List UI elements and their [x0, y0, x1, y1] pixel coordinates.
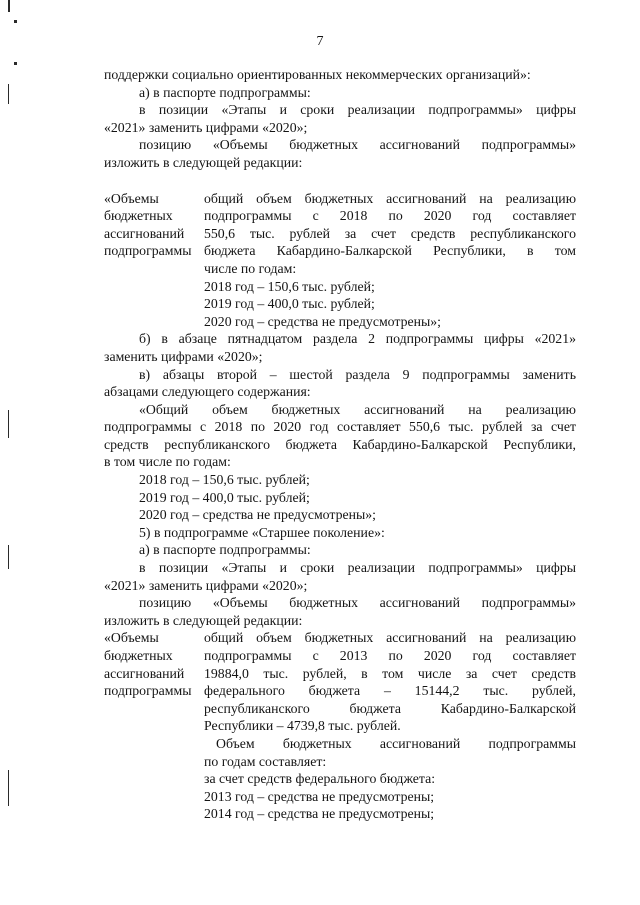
document-body [104, 66, 576, 823]
text-line: 5) в подпрограмме «Старшее поколение»: [139, 524, 385, 540]
text-line: средств республиканского бюджета Кабардино-Балкарской Республики, [104, 436, 576, 452]
table-text-line: 2018 год – 150,6 тыс. рублей; [204, 278, 375, 294]
text-line: «2021» заменить цифрами «2020»; [104, 119, 308, 135]
text-line: позицию «Объемы бюджетных ассигнований подпрограммы» [139, 595, 576, 611]
scan-artifact [8, 770, 9, 806]
table-text-line: 2020 год – средства не предусмотрены»; [204, 313, 441, 329]
table-text-line: по годам составляет: [204, 753, 327, 769]
text-line: «Общий объем бюджетных ассигнований на реализацию [139, 401, 576, 417]
scan-artifact [8, 410, 9, 438]
table-label-column [104, 190, 204, 331]
table-text-line: подпрограммы с 2018 по 2020 год составляет [204, 208, 576, 224]
table-text-line: Объем бюджетных ассигнований подпрограммы [216, 735, 576, 751]
text-line: 2020 год – средства не предусмотрены»; [139, 507, 376, 523]
text-line: подпрограммы с 2018 по 2020 год составляет 550,6 тыс. рублей за счет [104, 419, 576, 435]
text-line: поддержки социально ориентированных некоммерческих организаций»: [104, 67, 531, 82]
text-line: а) в паспорте подпрограммы: [139, 84, 311, 100]
table-value-column [204, 629, 576, 823]
table-text-line: бюджета Кабардино-Балкарской Республики, в том [204, 243, 576, 259]
table-label: ассигнований [104, 665, 185, 681]
text-line: изложить в следующей редакции: [104, 154, 303, 170]
table-label: «Объемы [104, 630, 159, 646]
table-label-column [104, 629, 204, 823]
table-label: бюджетных [104, 208, 173, 224]
text-line: 2018 год – 150,6 тыс. рублей; [139, 472, 310, 488]
text-line: в том числе по годам: [104, 454, 231, 470]
text-line: изложить в следующей редакции: [104, 612, 303, 628]
scan-artifact [14, 20, 17, 23]
text-line: позицию «Объемы бюджетных ассигнований подпрограммы» [139, 137, 576, 153]
table-text-line: республиканского бюджета Кабардино-Балкарской [204, 700, 576, 716]
text-line: в) абзацы второй – шестой раздела 9 подпрограммы заменить [139, 366, 576, 382]
text-line: «2021» заменить цифрами «2020»; [104, 577, 308, 593]
text-line: заменить цифрами «2020»; [104, 348, 263, 364]
table-text-line: 2013 год – средства не предусмотрены; [204, 788, 435, 804]
table-text-line: 19884,0 тыс. рублей, в том числе за счет средств [204, 665, 576, 681]
table-text-line: Республики – 4739,8 тыс. рублей. [204, 718, 401, 734]
table-label: подпрограммы [104, 683, 192, 699]
budget-table-1 [104, 190, 576, 331]
text-line: в позиции «Этапы и сроки реализации подпрограммы» цифры [139, 560, 576, 576]
table-text-line: числе по годам: [204, 260, 297, 276]
text-line: в позиции «Этапы и сроки реализации подпрограммы» цифры [139, 102, 576, 118]
scan-artifact [14, 62, 17, 65]
scan-artifact [8, 84, 9, 104]
budget-table-2 [104, 629, 576, 823]
table-text-line: за счет средств федерального бюджета: [204, 771, 436, 787]
table-text-line: общий объем бюджетных ассигнований на реализацию [204, 190, 576, 206]
table-text-line: подпрограммы с 2013 по 2020 год составляет [204, 648, 576, 663]
table-label: бюджетных [104, 648, 173, 663]
table-label: «Объемы [104, 190, 159, 206]
table-text-line: 550,6 тыс. рублей за счет средств республиканского [204, 225, 576, 241]
table-label: подпрограммы [104, 243, 192, 259]
text-line: а) в паспорте подпрограммы: [139, 542, 311, 558]
table-value-column [204, 190, 576, 331]
text-line: б) в абзаце пятнадцатом раздела 2 подпрограммы цифры «2021» [139, 331, 576, 347]
text-line: 2019 год – 400,0 тыс. рублей; [139, 489, 310, 505]
table-text-line: федерального бюджета – 15144,2 тыс. рублей, [204, 683, 576, 699]
table-text-line: общий объем бюджетных ассигнований на реализацию [204, 630, 576, 646]
page-number: 7 [316, 34, 324, 49]
table-text-line: 2019 год – 400,0 тыс. рублей; [204, 296, 375, 312]
table-label: ассигнований [104, 225, 185, 241]
scan-artifact [8, 0, 10, 12]
scan-artifact [8, 545, 9, 569]
text-line: абзацами следующего содержания: [104, 384, 311, 400]
table-text-line: 2014 год – средства не предусмотрены; [204, 806, 435, 822]
